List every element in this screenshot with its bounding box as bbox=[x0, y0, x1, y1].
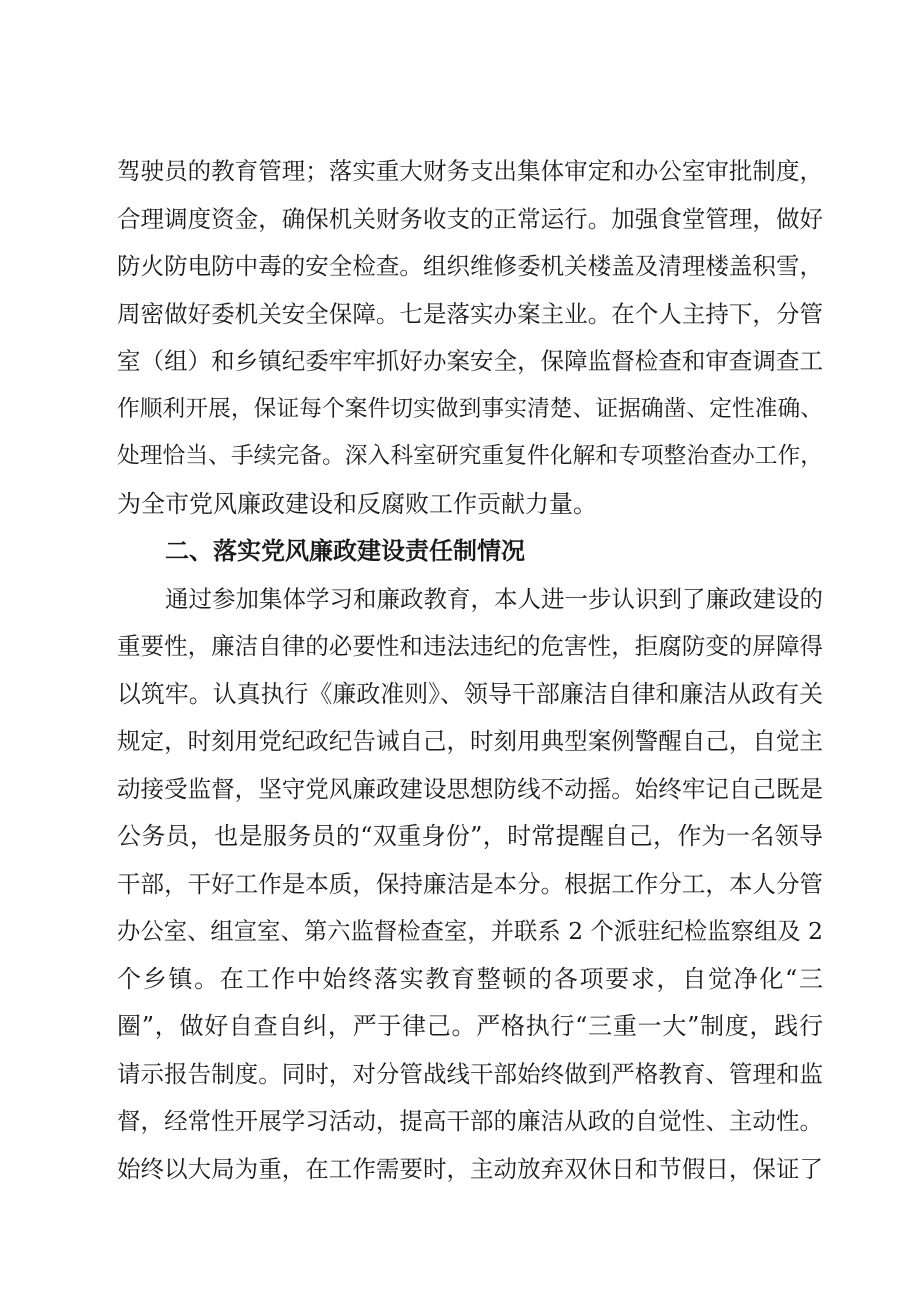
paragraph-responsibility bbox=[117, 576, 823, 1194]
text-line: 圈”，做好自查自纠，严于律己。严格执行“三重一大”制度，践行 bbox=[117, 1012, 823, 1040]
text-line: 规定，时刻用党纪政纪告诫自己，时刻用典型案例警醒自己，自觉主 bbox=[117, 727, 823, 755]
document-page bbox=[117, 148, 823, 1193]
text-line: 为全市党风廉政建设和反腐败工作贡献力量。 bbox=[117, 489, 597, 518]
text-line: 处理恰当、手续完备。深入科室研究重复件化解和专项整治查办工作， bbox=[117, 443, 823, 469]
section-heading: 二、落实党风廉政建设责任制情况 bbox=[165, 537, 525, 565]
text-line: 重要性，廉洁自律的必要性和违法违纪的危害性，拒腐防变的屏障得 bbox=[117, 632, 823, 660]
text-line: 办公室、组宣室、第六监督检查室，并联系 2 个派驻纪检监察组及 2 bbox=[117, 918, 823, 945]
text-line: 通过参加集体学习和廉政教育，本人进一步认识到了廉政建设的 bbox=[165, 584, 823, 613]
text-line: 督，经常性开展学习活动，提高干部的廉洁从政的自觉性、主动性。 bbox=[117, 1107, 823, 1135]
paragraph-continued bbox=[117, 148, 823, 528]
text-line: 干部，干好工作是本质，保持廉洁是本分。根据工作分工，本人分管 bbox=[117, 869, 823, 898]
text-line: 驾驶员的教育管理；落实重大财务支出集体审定和办公室审批制度， bbox=[117, 157, 823, 185]
text-line: 合理调度资金，确保机关财务收支的正常运行。加强食堂管理，做好 bbox=[117, 204, 823, 233]
text-line: 个乡镇。在工作中始终落实教育整顿的各项要求，自觉净化“三 bbox=[117, 964, 823, 993]
text-line: 室（组）和乡镇纪委牢牢抓好办案安全，保障监督检查和审查调查工 bbox=[117, 347, 823, 375]
text-line: 以筑牢。认真执行《廉政准则》、领导干部廉洁自律和廉洁从政有关 bbox=[117, 679, 823, 708]
text-line: 周密做好委机关安全保障。七是落实办案主业。在个人主持下，分管 bbox=[117, 299, 823, 328]
text-line: 公务员，也是服务员的“双重身份”，时常提醒自己，作为一名领导 bbox=[117, 822, 823, 850]
text-line: 作顺利开展，保证每个案件切实做到事实清楚、证据确凿、定性准确、 bbox=[117, 395, 823, 422]
text-line: 请示报告制度。同时，对分管战线干部始终做到严格教育、管理和监 bbox=[117, 1059, 823, 1088]
text-line: 动接受监督，坚守党风廉政建设思想防线不动摇。始终牢记自己既是 bbox=[117, 774, 823, 803]
text-line: 始终以大局为重，在工作需要时，主动放弃双休日和节假日，保证了 bbox=[117, 1154, 823, 1183]
text-line: 防火防电防中毒的安全检查。组织维修委机关楼盖及清理楼盖积雪， bbox=[117, 252, 823, 280]
